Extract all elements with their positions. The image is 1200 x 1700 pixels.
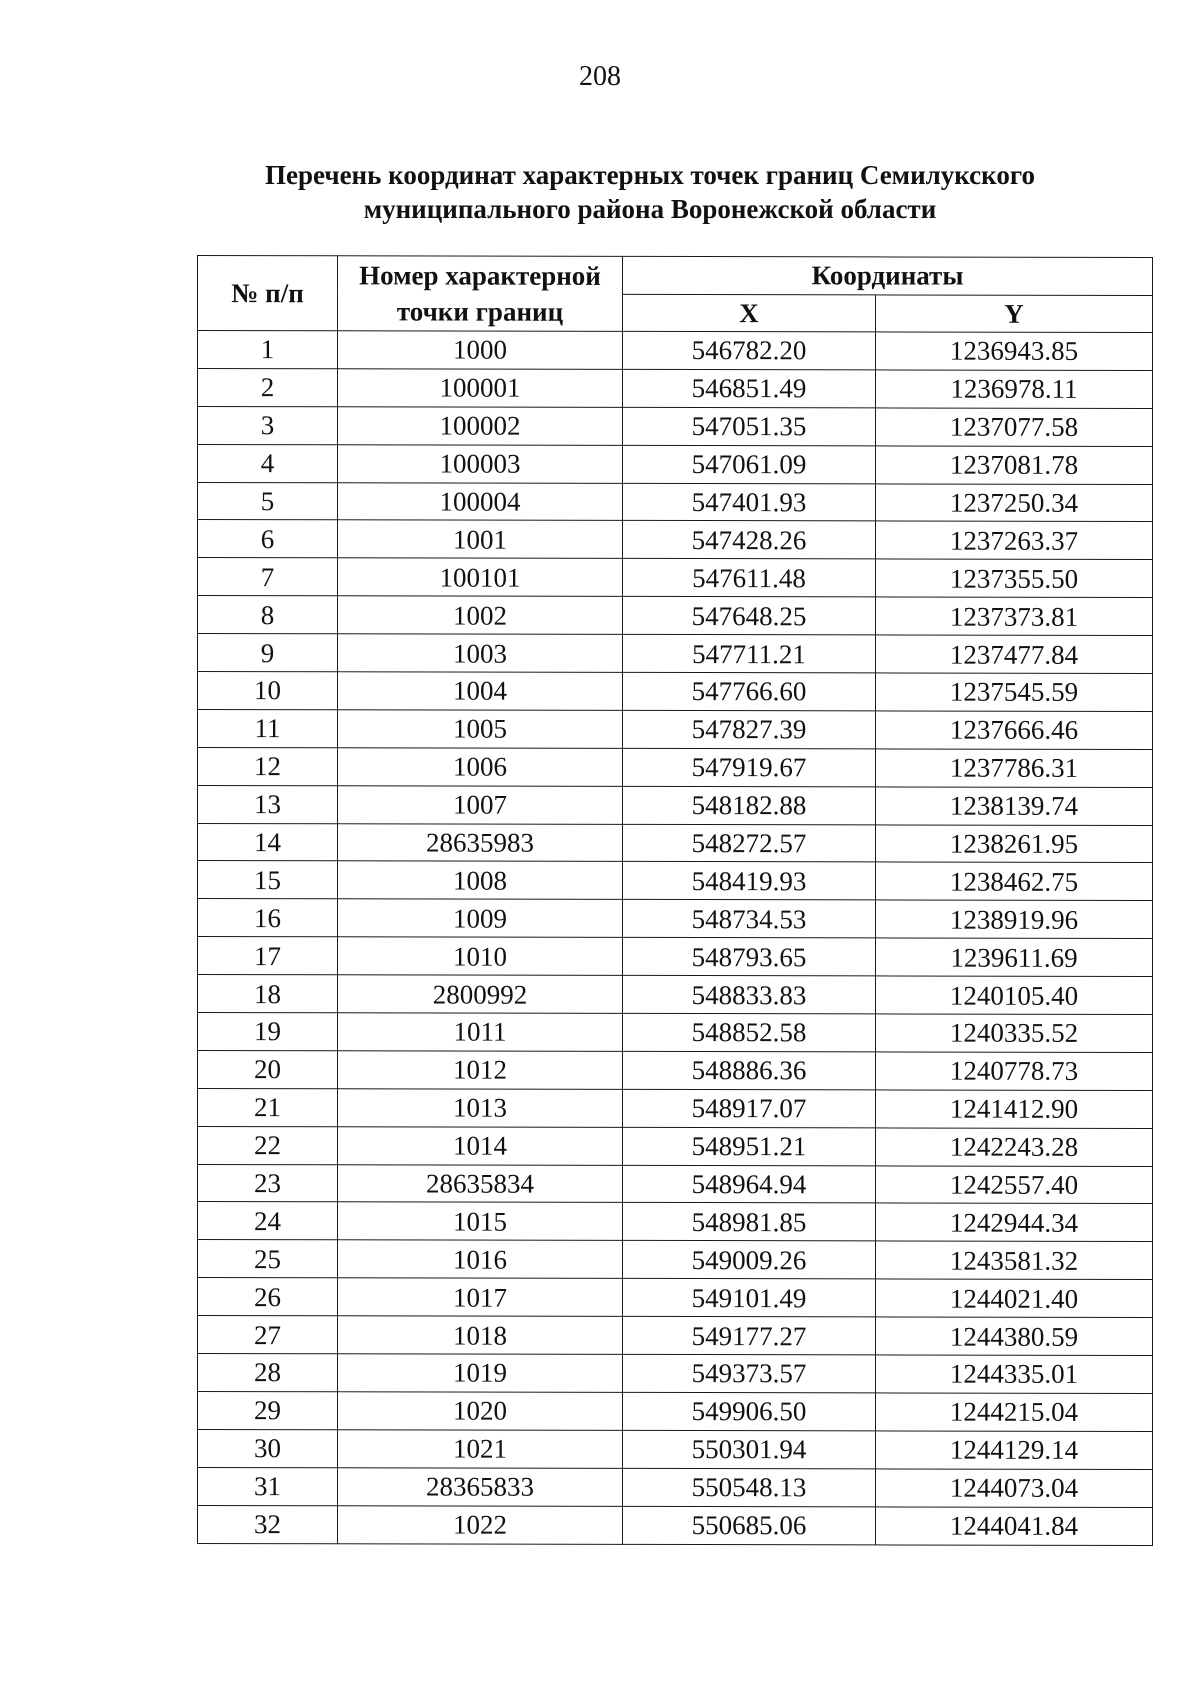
- cell-y: 1244215.04: [876, 1393, 1153, 1431]
- cell-point-number: 1002: [338, 596, 623, 634]
- cell-y: 1243581.32: [876, 1241, 1153, 1279]
- table-row: [198, 1240, 1153, 1280]
- cell-row-number: 21: [198, 1088, 338, 1126]
- cell-x: 547051.35: [623, 407, 876, 445]
- cell-point-number: 100004: [338, 482, 623, 520]
- cell-row-number: 11: [198, 709, 338, 747]
- table-row: [198, 785, 1153, 825]
- cell-x: 548852.58: [623, 1013, 876, 1051]
- cell-x: 549101.49: [623, 1279, 876, 1317]
- cell-y: 1237355.50: [876, 559, 1153, 597]
- cell-row-number: 9: [198, 634, 338, 672]
- cell-row-number: 6: [198, 520, 338, 558]
- cell-point-number: 100003: [338, 444, 623, 482]
- cell-y: 1238462.75: [876, 862, 1153, 900]
- cell-x: 547061.09: [623, 445, 876, 483]
- cell-row-number: 23: [198, 1164, 338, 1202]
- cell-y: 1237477.84: [876, 635, 1153, 673]
- cell-row-number: 12: [198, 747, 338, 785]
- header-x: X: [623, 294, 876, 332]
- table-row: [198, 709, 1153, 749]
- cell-x: 549177.27: [623, 1317, 876, 1355]
- cell-row-number: 10: [198, 672, 338, 710]
- table-body: [198, 331, 1153, 1546]
- cell-x: 547428.26: [623, 521, 876, 559]
- cell-row-number: 8: [198, 596, 338, 634]
- table-row: [198, 1429, 1153, 1469]
- header-point-number-line-1: Номер характерной: [359, 260, 601, 291]
- cell-row-number: 32: [198, 1505, 338, 1543]
- cell-x: 547711.21: [623, 635, 876, 673]
- cell-x: 548833.83: [623, 976, 876, 1014]
- coordinates-table: [197, 255, 1153, 1546]
- cell-point-number: 1005: [338, 710, 623, 748]
- cell-row-number: 5: [198, 482, 338, 520]
- cell-x: 548981.85: [623, 1203, 876, 1241]
- cell-x: 547401.93: [623, 483, 876, 521]
- cell-y: 1237373.81: [876, 597, 1153, 635]
- cell-y: 1237666.46: [876, 711, 1153, 749]
- cell-row-number: 29: [198, 1391, 338, 1429]
- cell-y: 1241412.90: [876, 1090, 1153, 1128]
- cell-x: 547648.25: [623, 597, 876, 635]
- cell-y: 1244041.84: [876, 1507, 1153, 1545]
- table-row: [198, 444, 1153, 484]
- cell-x: 547766.60: [623, 672, 876, 710]
- cell-row-number: 17: [198, 937, 338, 975]
- cell-y: 1244021.40: [876, 1279, 1153, 1317]
- cell-row-number: 27: [198, 1316, 338, 1354]
- cell-point-number: 1000: [338, 331, 623, 369]
- cell-y: 1238139.74: [876, 787, 1153, 825]
- table-row: [198, 1467, 1153, 1507]
- cell-x: 548734.53: [623, 900, 876, 938]
- table-row: [198, 747, 1153, 787]
- cell-x: 547611.48: [623, 559, 876, 597]
- cell-point-number: 1016: [338, 1240, 623, 1278]
- header-y: Y: [876, 294, 1153, 332]
- cell-row-number: 31: [198, 1467, 338, 1505]
- cell-y: 1237250.34: [876, 483, 1153, 521]
- cell-y: 1237545.59: [876, 673, 1153, 711]
- table-row: [198, 899, 1153, 939]
- cell-row-number: 7: [198, 558, 338, 596]
- cell-y: 1242557.40: [876, 1166, 1153, 1204]
- cell-point-number: 100001: [338, 369, 623, 407]
- table-row: [198, 331, 1153, 371]
- cell-y: 1237081.78: [876, 446, 1153, 484]
- cell-y: 1242243.28: [876, 1128, 1153, 1166]
- cell-row-number: 22: [198, 1126, 338, 1164]
- header-coordinates: Координаты: [623, 256, 1153, 295]
- cell-point-number: 1017: [338, 1278, 623, 1316]
- cell-y: 1238261.95: [876, 824, 1153, 862]
- header-point-number-line-2: точки границ: [396, 296, 564, 327]
- cell-point-number: 100002: [338, 407, 623, 445]
- table-row: [198, 861, 1153, 901]
- cell-x: 548951.21: [623, 1127, 876, 1165]
- table-row: [198, 520, 1153, 560]
- cell-x: 548886.36: [623, 1051, 876, 1089]
- cell-point-number: 1011: [338, 1013, 623, 1051]
- cell-y: 1239611.69: [876, 938, 1153, 976]
- cell-x: 548182.88: [623, 786, 876, 824]
- table-row: [198, 1391, 1153, 1431]
- table-row: [198, 1164, 1153, 1204]
- cell-y: 1237263.37: [876, 521, 1153, 559]
- cell-y: 1236978.11: [876, 370, 1153, 408]
- cell-point-number: 1009: [338, 899, 623, 937]
- table-row: [198, 672, 1153, 712]
- table-row: [198, 1126, 1153, 1166]
- cell-x: 548964.94: [623, 1165, 876, 1203]
- cell-row-number: 18: [198, 975, 338, 1013]
- cell-x: 548272.57: [623, 824, 876, 862]
- table-row: [198, 406, 1153, 446]
- cell-point-number: 1012: [338, 1051, 623, 1089]
- table-row: [198, 482, 1153, 522]
- cell-row-number: 19: [198, 1013, 338, 1051]
- table-header: [198, 256, 1153, 333]
- table-row: [198, 368, 1153, 408]
- cell-y: 1236943.85: [876, 332, 1153, 370]
- cell-y: 1240778.73: [876, 1052, 1153, 1090]
- cell-point-number: 1010: [338, 937, 623, 975]
- header-point-number: [338, 256, 623, 332]
- table-row: [198, 823, 1153, 863]
- cell-point-number: 1022: [338, 1505, 623, 1543]
- table-row: [198, 1202, 1153, 1242]
- cell-point-number: 1018: [338, 1316, 623, 1354]
- page-title: [150, 158, 1150, 226]
- cell-y: 1244380.59: [876, 1317, 1153, 1355]
- cell-row-number: 3: [198, 406, 338, 444]
- cell-point-number: 1008: [338, 861, 623, 899]
- table-row: [198, 596, 1153, 636]
- cell-y: 1244335.01: [876, 1355, 1153, 1393]
- cell-row-number: 15: [198, 861, 338, 899]
- cell-point-number: 28365833: [338, 1468, 623, 1506]
- cell-y: 1237077.58: [876, 408, 1153, 446]
- table-row: [198, 634, 1153, 674]
- cell-y: 1240105.40: [876, 976, 1153, 1014]
- cell-row-number: 20: [198, 1050, 338, 1088]
- cell-row-number: 13: [198, 785, 338, 823]
- cell-x: 549009.26: [623, 1241, 876, 1279]
- table-row: [198, 975, 1153, 1015]
- cell-x: 547919.67: [623, 748, 876, 786]
- page-title-line-1: Перечень координат характерных точек границ Семилукского: [265, 160, 1035, 190]
- page-title-line-2: муниципального района Воронежской области: [363, 194, 937, 224]
- cell-x: 548793.65: [623, 938, 876, 976]
- cell-x: 549906.50: [623, 1392, 876, 1430]
- cell-x: 549373.57: [623, 1354, 876, 1392]
- cell-y: 1242944.34: [876, 1203, 1153, 1241]
- cell-x: 546782.20: [623, 331, 876, 369]
- table-row: [198, 1354, 1153, 1394]
- table-row: [198, 1088, 1153, 1128]
- cell-point-number: 1014: [338, 1126, 623, 1164]
- cell-y: 1244129.14: [876, 1431, 1153, 1469]
- header-row-number: № п/п: [198, 256, 338, 331]
- cell-row-number: 2: [198, 368, 338, 406]
- cell-y: 1237786.31: [876, 749, 1153, 787]
- cell-row-number: 14: [198, 823, 338, 861]
- table-row: [198, 1013, 1153, 1053]
- cell-point-number: 1020: [338, 1392, 623, 1430]
- cell-y: 1240335.52: [876, 1014, 1153, 1052]
- cell-row-number: 24: [198, 1202, 338, 1240]
- cell-point-number: 2800992: [338, 975, 623, 1013]
- table-row: [198, 1505, 1153, 1545]
- cell-row-number: 25: [198, 1240, 338, 1278]
- cell-point-number: 1003: [338, 634, 623, 672]
- cell-point-number: 1021: [338, 1430, 623, 1468]
- table-row: [198, 1278, 1153, 1318]
- cell-x: 548917.07: [623, 1089, 876, 1127]
- cell-x: 546851.49: [623, 369, 876, 407]
- table-row: [198, 1050, 1153, 1090]
- cell-point-number: 1004: [338, 672, 623, 710]
- cell-row-number: 16: [198, 899, 338, 937]
- cell-row-number: 4: [198, 444, 338, 482]
- cell-x: 550301.94: [623, 1430, 876, 1468]
- cell-point-number: 1015: [338, 1202, 623, 1240]
- cell-y: 1238919.96: [876, 900, 1153, 938]
- cell-point-number: 1013: [338, 1089, 623, 1127]
- cell-row-number: 1: [198, 331, 338, 369]
- cell-x: 550548.13: [623, 1468, 876, 1506]
- cell-point-number: 1006: [338, 748, 623, 786]
- table-row: [198, 937, 1153, 977]
- cell-x: 550685.06: [623, 1506, 876, 1544]
- cell-point-number: 28635834: [338, 1164, 623, 1202]
- page-number: 208: [579, 61, 621, 92]
- cell-x: 548419.93: [623, 862, 876, 900]
- cell-row-number: 26: [198, 1278, 338, 1316]
- table-header-row: [198, 256, 1153, 296]
- cell-y: 1244073.04: [876, 1469, 1153, 1507]
- cell-point-number: 1007: [338, 785, 623, 823]
- cell-x: 547827.39: [623, 710, 876, 748]
- cell-row-number: 28: [198, 1354, 338, 1392]
- cell-point-number: 1001: [338, 520, 623, 558]
- table-row: [198, 1316, 1153, 1356]
- table-row: [198, 558, 1153, 598]
- cell-point-number: 100101: [338, 558, 623, 596]
- cell-point-number: 1019: [338, 1354, 623, 1392]
- cell-point-number: 28635983: [338, 823, 623, 861]
- cell-row-number: 30: [198, 1429, 338, 1467]
